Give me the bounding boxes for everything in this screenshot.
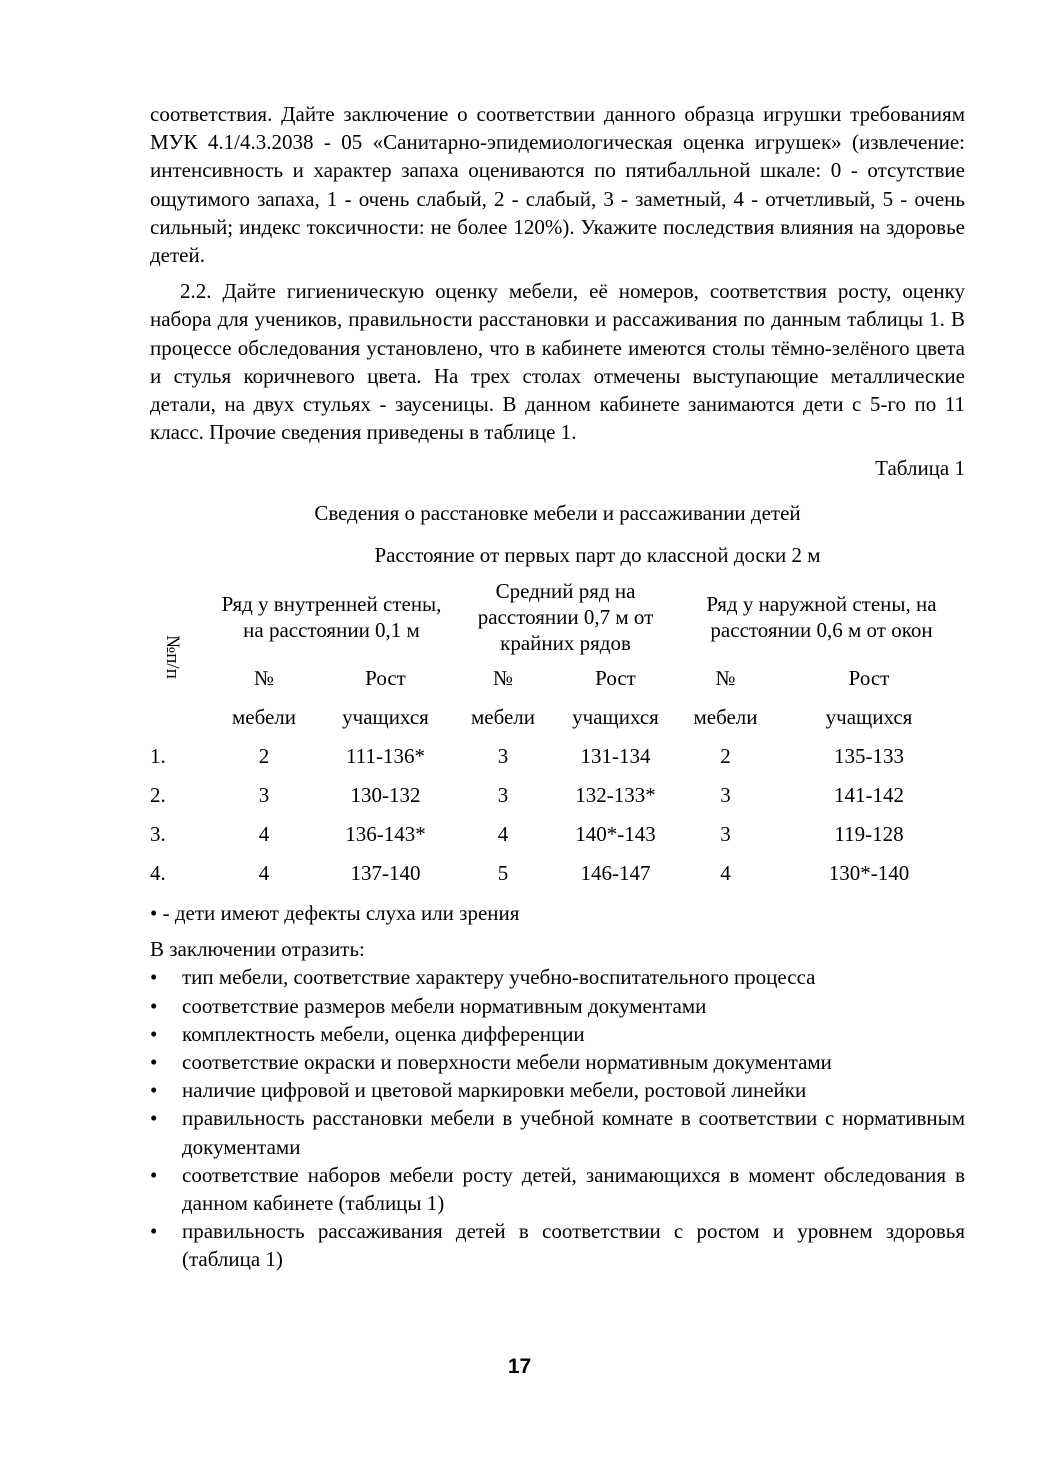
subheader-cell: № xyxy=(253,666,275,691)
table-subcaption: Расстояние от первых парт до классной доски 2 м xyxy=(374,542,821,567)
paragraph-toy-assessment: соответствия. Дайте заключение о соответствии данного образца игрушки требованиям МУК 4.1/4.3.2038 - 05 «Санитарно-эпидемиологическая оценка игрушек» (извлечение: интенсивность и характер запаха оцениваются по пятибалльной шкале: 0 - отсутствие ощутимого запаха, 1 - очень слабый, 2 - слабый, 3 - заметный, 4 - отчетливый, 5 - очень сильный; индекс токсичности: не более 120%). Укажите последствия влияния на здоровье детей. xyxy=(150,102,965,268)
group-header-middle-row: Средний ряд на расстоянии 0,7 м от крайних рядов xyxy=(477,579,654,656)
table-cell: 111-136* xyxy=(346,744,425,769)
subheader-cell: Рост xyxy=(595,666,636,691)
table-cell: 130*-140 xyxy=(828,861,910,886)
table-row xyxy=(150,815,965,854)
subheader-cell: мебели xyxy=(231,705,297,730)
table-number-label: Таблица 1 xyxy=(875,456,965,481)
subheader-cell: учащихся xyxy=(825,705,913,730)
table-cell: 4 xyxy=(720,861,731,886)
list-item: • тип мебели, соответствие характеру учебно-воспитательного процесса xyxy=(150,963,965,991)
group-header-inner-wall: Ряд у внутренней стены, на расстоянии 0,1 м xyxy=(221,592,442,643)
subheader-cell: мебели xyxy=(693,705,758,730)
table-subheader-row-top xyxy=(150,659,965,698)
table-cell: 3 xyxy=(258,783,270,808)
row-index: 4. xyxy=(150,861,166,886)
table-cell: 4 xyxy=(258,822,270,847)
table-cell: 4 xyxy=(497,822,509,847)
row-index: 1. xyxy=(150,744,166,769)
table-header-row xyxy=(150,575,965,659)
row-index: 3. xyxy=(150,822,166,847)
requirements-list xyxy=(150,963,965,1273)
table-footnote: • - дети имеют дефекты слуха или зрения xyxy=(150,901,520,926)
subheader-cell: учащихся xyxy=(572,705,659,730)
document-page xyxy=(150,100,965,1274)
conclusion-title: В заключении отразить: xyxy=(150,937,365,962)
table-row xyxy=(150,854,965,893)
group-header-outer-wall: Ряд у наружной стены, на расстоянии 0,6 м от окон xyxy=(706,592,937,643)
table-cell: 136-143* xyxy=(345,822,426,847)
subheader-cell: учащихся xyxy=(342,705,429,730)
list-item: • соответствие наборов мебели росту детей, занимающихся в момент обследования в данном кабинете (таблицы 1) xyxy=(150,1161,965,1217)
paragraph-furniture-task: 2.2. Дайте гигиеническую оценку мебели, её номеров, соответствия росту, оценку набора для учеников, правильности расстановки и рассаживания по данным таблицы 1. В процессе обследования установлено, что в кабинете имеются столы тёмно-зелёного цвета и стулья коричневого цвета. На трех столах отмечены выступающие металлические детали, на двух стульях - заусеницы. В данном кабинете занимаются дети с 5-го по 11 класс. Прочие сведения приведены в таблице 1. xyxy=(150,279,965,445)
table-cell: 3 xyxy=(497,744,509,769)
table-cell: 135-133 xyxy=(834,744,904,769)
list-item: • соответствие размеров мебели нормативным документами xyxy=(150,992,965,1020)
list-item: • наличие цифровой и цветовой маркировки мебели, ростовой линейки xyxy=(150,1076,965,1104)
table-cell: 3 xyxy=(720,783,731,808)
index-header-cell xyxy=(150,575,210,737)
table-cell: 2 xyxy=(258,744,270,769)
table-cell: 119-128 xyxy=(834,822,904,847)
table-cell: 137-140 xyxy=(350,861,421,886)
table-cell: 140*-143 xyxy=(575,822,656,847)
list-item: • комплектность мебели, оценка дифференции xyxy=(150,1020,965,1048)
table-cell: 130-132 xyxy=(350,783,421,808)
table-caption: Сведения о расстановке мебели и рассаживании детей xyxy=(314,500,801,525)
table-subheader-row-bottom xyxy=(150,698,965,737)
list-item: • соответствие окраски и поверхности мебели нормативным документами xyxy=(150,1048,965,1076)
subheader-cell: Рост xyxy=(848,666,890,691)
table-cell: 132-133* xyxy=(575,783,656,808)
row-index: 2. xyxy=(150,783,166,808)
list-item: • правильность расстановки мебели в учебной комнате в соответствии с нормативным документами xyxy=(150,1104,965,1160)
subheader-cell: № xyxy=(492,666,514,691)
index-header: №п/п xyxy=(161,635,183,679)
table-cell: 4 xyxy=(258,861,270,886)
table-cell: 3 xyxy=(720,822,731,847)
table-cell: 131-134 xyxy=(580,744,651,769)
table-cell: 141-142 xyxy=(834,783,904,808)
table-cell: 3 xyxy=(497,783,509,808)
table-cell: 2 xyxy=(720,744,731,769)
subheader-cell: мебели xyxy=(470,705,536,730)
table-row xyxy=(150,776,965,815)
subheader-cell: № xyxy=(715,666,736,691)
table-cell: 146-147 xyxy=(580,861,651,886)
table-row xyxy=(150,737,965,776)
furniture-table xyxy=(150,575,965,893)
page-number: 17 xyxy=(507,1355,532,1378)
subheader-cell: Рост xyxy=(365,666,406,691)
table-cell: 5 xyxy=(497,861,509,886)
list-item: • правильность рассаживания детей в соответствии с ростом и уровнем здоровья (таблица 1) xyxy=(150,1217,965,1273)
